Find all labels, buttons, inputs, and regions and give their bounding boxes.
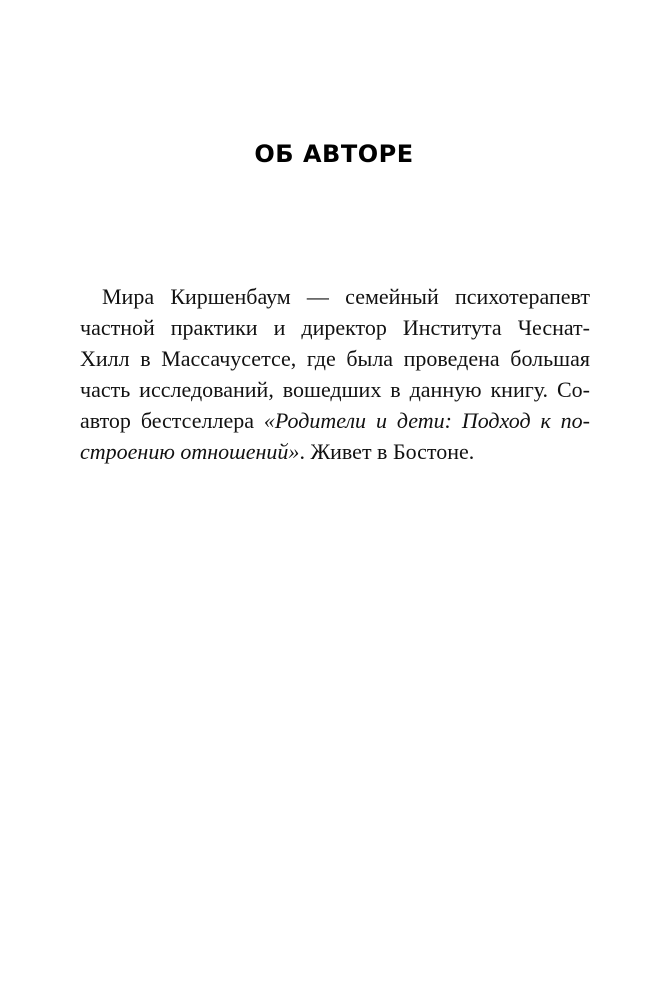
bio-line-2: частной практики и директор Института Чеснат- xyxy=(80,315,590,340)
author-bio xyxy=(80,281,590,467)
bio-line-1: Мира Киршенбаум — семейный психотерапевт xyxy=(102,284,590,309)
bio-line-4: часть исследований, вошедших в данную книгу. Со- xyxy=(80,377,590,402)
page-title: ОБ АВТОРЕ xyxy=(254,140,414,168)
bio-line-3: Хилл в Массачусетсе, где была проведена большая xyxy=(80,346,590,371)
bio-line-6-text: . Живет в Бостоне. xyxy=(299,439,475,464)
bio-line-5-text: автор бестселлера xyxy=(80,408,264,433)
book-title-part-2: строению отношений» xyxy=(80,439,300,464)
bio-line-6 xyxy=(80,436,590,467)
bio-line-5 xyxy=(80,405,590,436)
book-title-part-1: «Родители и дети: Подход к по- xyxy=(263,408,591,433)
